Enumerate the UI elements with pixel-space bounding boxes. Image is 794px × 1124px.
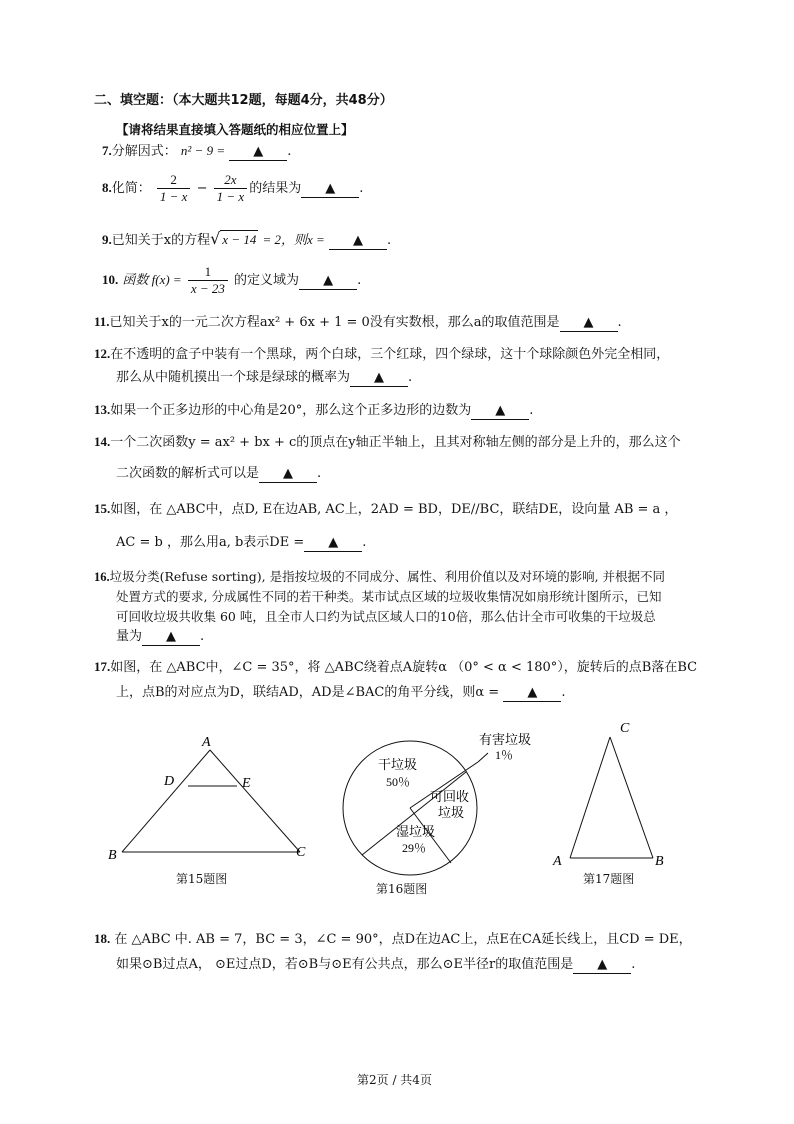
label-B: B <box>655 854 664 869</box>
answer-blank: ▲ <box>142 629 200 646</box>
fraction: $\frac{1}{x - 23}$ <box>188 264 228 297</box>
answer-blank <box>229 144 287 161</box>
answer-blank: ▲ <box>304 535 362 552</box>
question-number: 7. <box>102 143 112 158</box>
question-17-line2: 上，点B的对应点为D，联结AD，AD是∠BAC的角平分线，则α = ▲ . <box>116 685 566 700</box>
figure-17-triangle <box>545 715 675 870</box>
answer-blank: ▲ <box>503 685 561 702</box>
recyclable-label-1: 可回收 <box>430 789 470 804</box>
question-14-line2: 二次函数的解析式可以是 ▲ . <box>116 466 322 481</box>
dry-percent: 50％ <box>386 775 411 789</box>
label-C: C <box>620 721 630 736</box>
page-footer: 第2页 / 共4页 <box>357 1073 432 1087</box>
figure-16-caption: 第16题图 <box>376 882 428 896</box>
label-A: A <box>553 854 562 869</box>
label-E: E <box>242 776 251 791</box>
label-D: D <box>164 774 175 789</box>
harmful-label: 有害垃圾 <box>479 732 532 747</box>
label-A: A <box>202 735 211 750</box>
question-9: 9.已知关于x的方程√ x − 14 = 2，则x = ▲ . <box>102 229 392 248</box>
recyclable-label-2: 垃圾 <box>438 805 465 820</box>
answer-blank: ▲ <box>573 957 631 974</box>
question-11: 11.已知关于x的一元二次方程ax² + 6x + 1 = 0没有实数根，那么a的取值范围是 ▲ . <box>94 314 622 330</box>
question-15: 15.如图，在 △ABC中，点D, E在边AB, AC上，2AD = BD，DE//BC，联结DE，设向量 AB = a ， <box>94 501 678 517</box>
question-13: 13.如果一个正多边形的中心角是20°，那么这个正多边形的边数为 ▲ . <box>94 402 534 418</box>
question-15-line2: AC = b ，那么用a, b表示DE = ▲ . <box>116 535 367 550</box>
answer-blank: ▲ <box>471 403 529 420</box>
question-16: 16.垃圾分类(Refuse sorting), 是指按垃圾的不同成分、属性、利用价值以及对环境的影响, 并根据不同 <box>94 569 666 584</box>
answer-blank: ▲ <box>259 466 317 483</box>
question-7: 7.分解因式： n² − 9 = ▲ . <box>102 143 292 159</box>
label-C: C <box>296 845 306 860</box>
answer-mark-triangle: ▲ <box>253 144 264 159</box>
figure-15-caption: 第15题图 <box>176 872 228 886</box>
question-number: 8. <box>102 180 112 195</box>
question-12-line2: 那么从中随机摸出一个球是绿球的概率为 ▲ . <box>116 370 413 385</box>
section-instruction: 【请将结果直接填入答题纸的相应位置上】 <box>116 122 354 137</box>
answer-blank: ▲ <box>301 181 359 198</box>
question-8: 8.化简： $\frac{2}{1 - x}$ − $\frac{2x}{1 - x}$ 的结果为 ▲ . <box>102 172 364 204</box>
question-14: 14.一个二次函数y = ax² + bx + c的顶点在y轴正半轴上，且其对称轴左侧的部分是上升的，那么这个 <box>94 434 681 450</box>
wet-label: 湿垃圾 <box>396 824 436 839</box>
answer-blank: ▲ <box>350 370 408 387</box>
label-B: B <box>108 848 117 863</box>
question-16-line3: 可回收垃圾共收集 60 吨，且全市人口约为试点区域人口的10倍，那么估计全市可收集的干垃圾总 <box>116 609 656 624</box>
question-16-line4: 量为 ▲ . <box>116 629 205 644</box>
answer-blank: ▲ <box>299 273 357 290</box>
figure-17-caption: 第17题图 <box>583 872 635 886</box>
fraction: $\frac{2x}{1 - x}$ <box>214 172 248 205</box>
question-12: 12.在不透明的盒子中装有一个黑球，两个白球，三个红球，四个绿球，这十个球除颜色外完全相同， <box>94 346 670 362</box>
question-17: 17.如图，在 △ABC中，∠C = 35°，将 △ABC绕着点A旋转α （0° < α < 180°），旋转后的点B落在BC <box>94 659 698 675</box>
question-16-line2: 处置方式的要求, 分成属性不同的若干种类。某市试点区域的垃圾收集情况如扇形统计图所示，已知 <box>116 589 662 604</box>
fraction: $\frac{2}{1 - x}$ <box>157 172 191 205</box>
figure-16-pie-chart <box>330 724 560 884</box>
harmful-leader-line <box>478 753 488 762</box>
answer-blank: ▲ <box>329 233 387 250</box>
section-heading: 二、填空题：（本大题共12题，每题4分，共48分） <box>94 93 393 108</box>
figure-15-triangle <box>100 728 320 893</box>
square-root: x − 14 <box>222 232 257 247</box>
answer-blank: ▲ <box>560 315 618 332</box>
wet-percent: 29％ <box>402 841 427 855</box>
question-18: 18. 在 △ABC 中. AB = 7，BC = 3，∠C = 90°，点D在边AC上，点E在CA延长线上，且CD = DE， <box>94 931 692 947</box>
harmful-percent: 1％ <box>495 748 514 762</box>
question-18-line2: 如果⊙B过点A， ⊙E过点D，若⊙B与⊙E有公共点，那么⊙E半径r的取值范围是 ▲ . <box>116 957 636 972</box>
question-10: 10. 函数 f(x) = $\frac{1}{x - 23}$ 的定义域为 ▲ . <box>102 264 362 296</box>
dry-label: 干垃圾 <box>378 757 418 772</box>
